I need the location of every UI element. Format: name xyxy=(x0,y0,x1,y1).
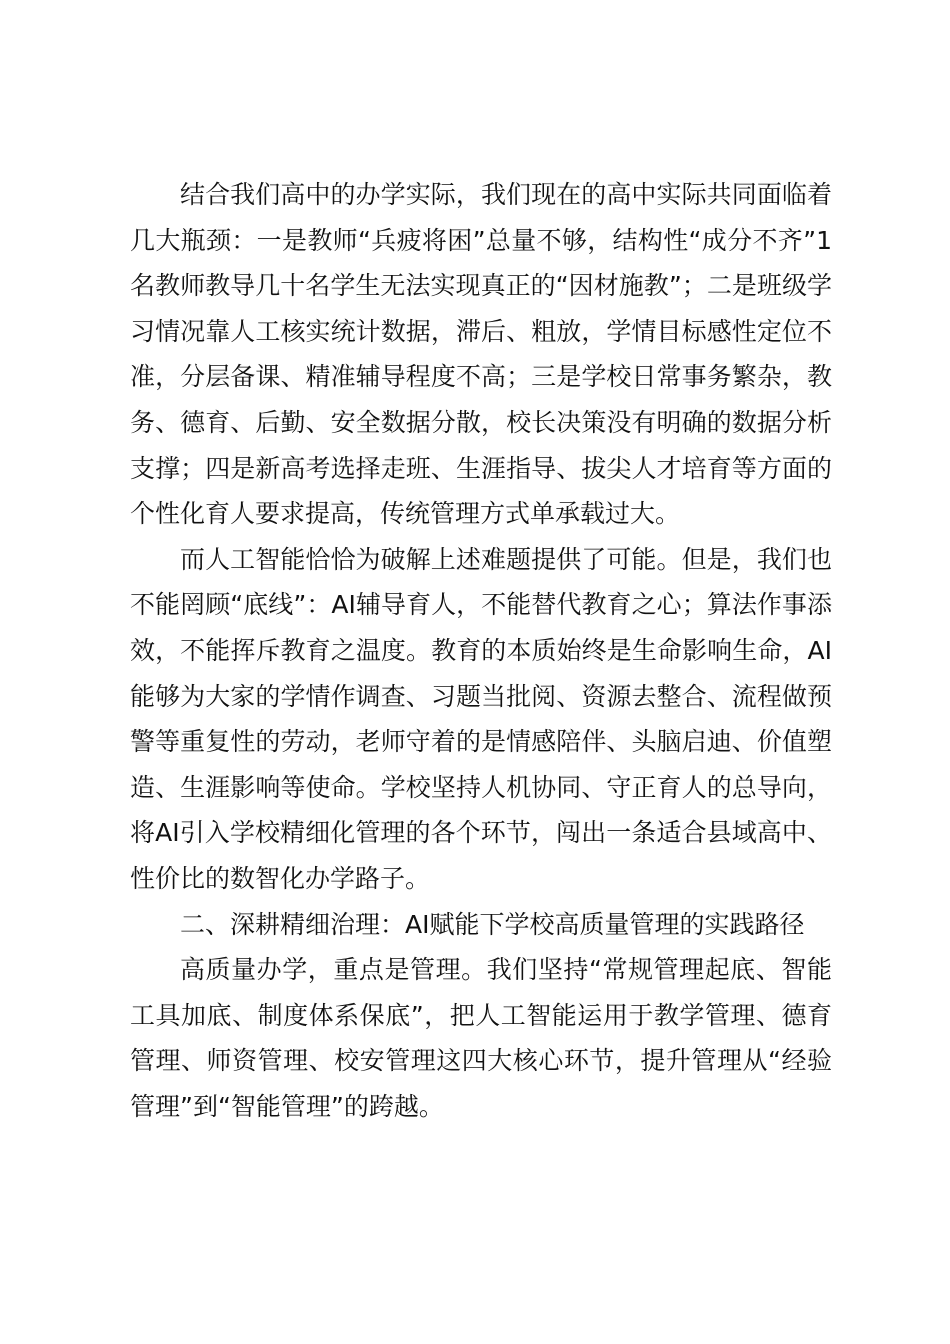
paragraph-management: 高质量办学，重点是管理。我们坚持“常规管理起底、智能工具加底、制度体系保底”，把人工智能运用于教学管理、德育管理、师资管理、校安管理这四大核心环节，提升管理从“经验管理”到“智能管理”的跨越。 xyxy=(130,955,832,1121)
paragraph-bottlenecks: 结合我们高中的办学实际，我们现在的高中实际共同面临着几大瓶颈：一是教师“兵疲将困”总量不够，结构性“成分不齐”1名教师教导几十名学生无法实现真正的“因材施教”；二是班级学习情况靠人工核实统计数据，滞后、粗放，学情目标感性定位不准，分层备课、精准辅导程度不高；三是学校日常事务繁杂，教务、德育、后勤、安全数据分散，校长决策没有明确的数据分析支撑；四是新高考选择走班、生涯指导、拔尖人才培育等方面的个性化育人要求提高，传统管理方式单承载过大。 xyxy=(130,180,832,529)
paragraph-ai-possibility: 而人工智能恰恰为破解上述难题提供了可能。但是，我们也不能罔顾“底线”：AI辅导育人，不能替代教育之心；算法作事添效，不能挥斥教育之温度。教育的本质始终是生命影响生命，AI能够为大家的学情作调查、习题当批阅、资源去整合、流程做预警等重复性的劳动，老师守着的是情感陪伴、头脑启迪、价值塑造、生涯影响等使命。学校坚持人机协同、守正育人的总导向，将AI引入学校精细化管理的各个环节，闯出一条适合县域高中、性价比的数智化办学路子。 xyxy=(130,544,832,893)
document-body xyxy=(130,172,832,1129)
section-heading: 二、深耕精细治理：AI赋能下学校高质量管理的实践路径 xyxy=(180,909,805,939)
